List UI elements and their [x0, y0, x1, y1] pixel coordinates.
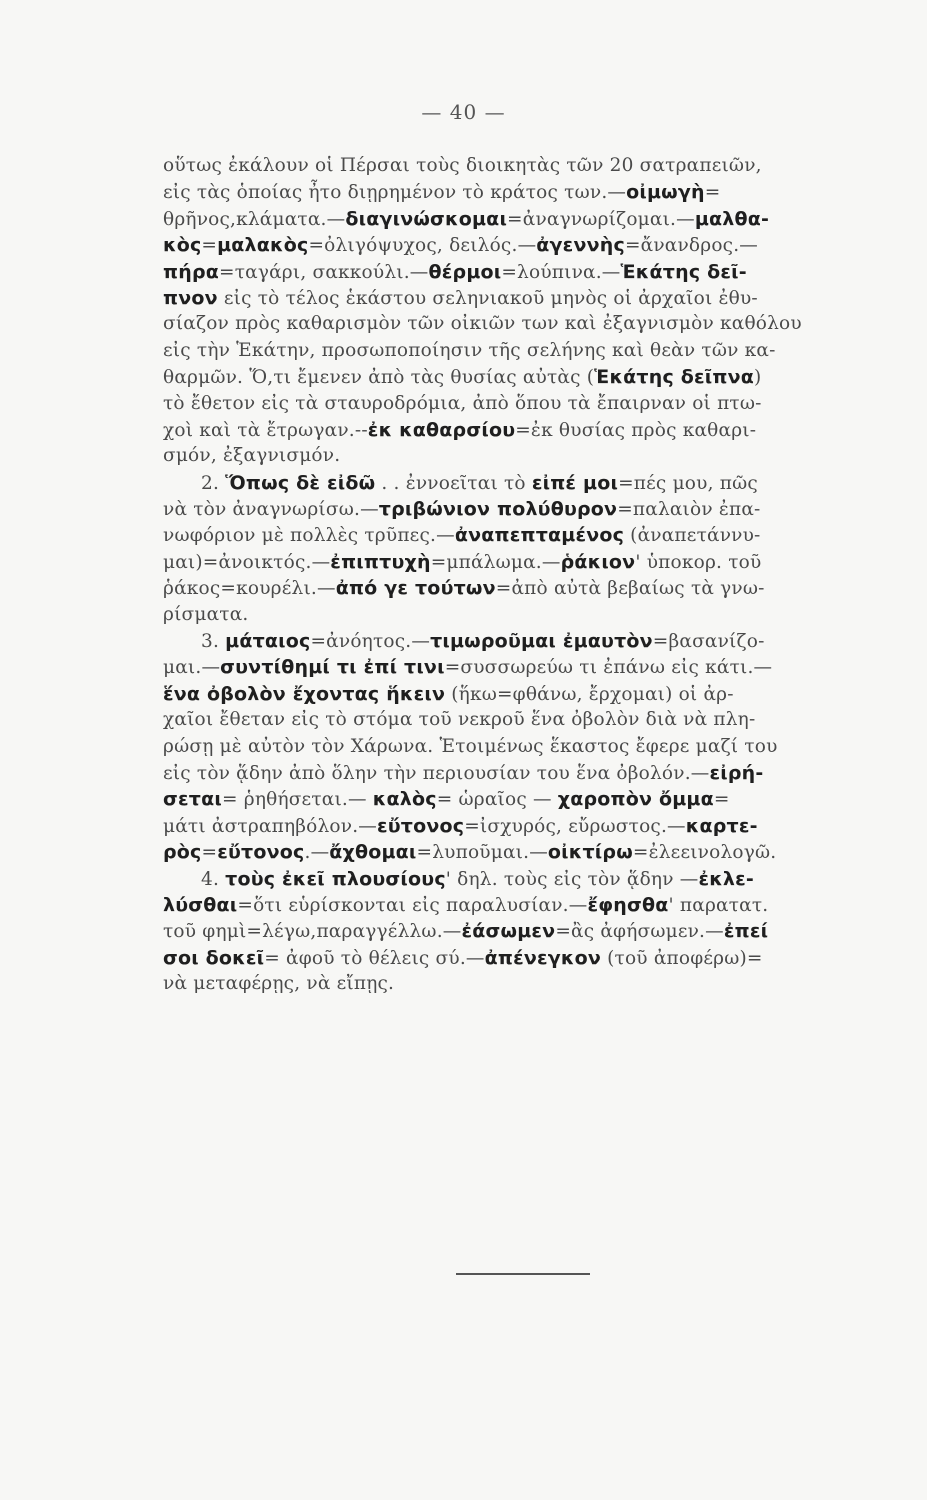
text-line: [163, 786, 881, 812]
text-line: [163, 654, 881, 680]
gloss-text: εἰς τὴν Ἑκάτην, προσωποποίησιν τῆς σελήνης καὶ θεὰν τῶν κα-: [163, 339, 776, 361]
gloss-text: νωφόριον μὲ πολλὲς τρῦπες.—: [163, 525, 455, 547]
lemma-term: ἀπό γε τούτων: [335, 577, 496, 600]
gloss-text: σμόν, ἐξαγνισμόν.: [163, 445, 341, 467]
gloss-text: ῥάκος=κουρέλι.—: [163, 578, 336, 600]
text-line: [163, 707, 881, 733]
text-line: [163, 285, 881, 311]
lemma-term: ἔφησθα: [587, 893, 669, 916]
gloss-text: =: [201, 235, 218, 257]
lemma-term: ῥάκιον: [560, 550, 636, 573]
gloss-text: =ταγάρι, σακκούλι.—: [219, 261, 429, 283]
lemma-term: τιμωροῦμαι ἐμαυτὸν: [430, 630, 653, 653]
text-line: [163, 417, 881, 443]
lemma-term: μαλθα-: [694, 207, 770, 230]
gloss-text: (ἀναπετάννυ-: [624, 525, 761, 547]
gloss-text: =ἰσχυρός, εὔρωστος.—: [464, 815, 686, 837]
gloss-text: μάτι ἀστραπηβόλον.—: [163, 815, 377, 837]
gloss-text: =λυποῦμαι.—: [416, 842, 548, 864]
gloss-text: ρώσῃ μὲ αὐτὸν τὸν Χάρωνα. Ἑτοιμένως ἕκαστος ἔφερε μαζί του: [163, 735, 778, 757]
text-line: [163, 338, 881, 364]
lemma-term: ἀπένεγκον: [484, 946, 602, 969]
gloss-text: = ὡραῖος —: [436, 789, 558, 811]
text-line: [163, 206, 881, 232]
lemma-term: πνον: [163, 286, 218, 309]
lemma-term: μαλακὸς: [217, 234, 309, 257]
gloss-text: =: [713, 789, 730, 811]
gloss-text: εἰς τὰς ὁποίας ἦτο διῃρημένον τὸ κράτος των.—: [163, 182, 627, 204]
lemma-term: ἄχθομαι: [329, 841, 417, 864]
gloss-text: μαι)=ἀνοικτός.—: [163, 551, 331, 573]
text-line: [163, 391, 881, 417]
lemma-term: σεται: [163, 788, 222, 811]
lemma-term: καλὸς: [372, 788, 437, 811]
lemma-term: λύσθαι: [163, 893, 238, 916]
gloss-text: εἰς τὸ τέλος ἑκάστου σεληνιακοῦ μηνὸς οἱ ἀρχαῖοι ἐθυ-: [217, 287, 758, 309]
lemma-term: ἀγεννὴς: [536, 234, 625, 257]
lemma-term: σοι δοκεῖ: [163, 946, 265, 969]
lemma-term: καρτε-: [685, 814, 758, 837]
gloss-text: (τοῦ ἀποφέρω)=: [601, 947, 763, 969]
lemma-term: συντίθημί τι ἐπί τινι: [220, 656, 445, 679]
gloss-text: 3.: [201, 631, 226, 653]
lemma-term: Ὅπως δὲ εἰδῶ: [225, 471, 376, 494]
text-line: [163, 628, 881, 654]
text-line: [163, 945, 881, 971]
gloss-text: =ἐλεεινολογῶ.: [632, 842, 777, 864]
gloss-text: =ἀπὸ αὐτὰ βεβαίως τὰ γνω-: [495, 578, 765, 600]
gloss-text: χοὶ καὶ τὰ ἔτρωγαν.--: [163, 419, 368, 441]
lemma-term: οἰμωγὴ: [626, 181, 705, 204]
lemma-term: ἐκλε-: [698, 867, 754, 890]
lemma-term: Ἑκάτης δεῖπνα: [594, 366, 755, 389]
gloss-text: θρῆνος,κλάματα.—: [163, 208, 346, 230]
gloss-text: =ἄνανδρος.—: [624, 235, 759, 257]
gloss-text: =ἀνόητος.—: [310, 631, 431, 653]
lemma-term: θέρμοι: [428, 260, 502, 283]
gloss-text: =παλαιὸν ἐπα-: [617, 499, 761, 521]
text-line: [163, 522, 881, 548]
lemma-term: μάταιος: [225, 630, 311, 653]
page-number: — 40 —: [421, 100, 506, 124]
text-line: [163, 549, 881, 575]
text-line: [163, 259, 881, 285]
gloss-text: νὰ μεταφέρῃς, νὰ εἴπῃς.: [163, 973, 395, 995]
gloss-text: ): [754, 367, 762, 389]
gloss-text: =ὅτι εὑρίσκονται εἰς παραλυσίαν.—: [237, 894, 588, 916]
gloss-text: =βασανίζο-: [652, 631, 765, 653]
gloss-text: = ἀφοῦ τὸ θέλεις σύ.—: [264, 947, 485, 969]
lemma-term: ἕνα ὀβολὸν ἔχοντας ἥκειν: [163, 682, 446, 705]
lemma-term: τοὺς ἐκεῖ πλουσίους: [225, 867, 446, 890]
text-line: [163, 813, 881, 839]
gloss-text: =ὀλιγόψυχος, δειλός.—: [308, 235, 537, 257]
gloss-text: =: [704, 182, 721, 204]
gloss-text: τοῦ φημὶ=λέγω,παραγγέλλω.—: [163, 921, 462, 943]
lemma-term: ἀναπεπταμένος: [454, 524, 625, 547]
lemma-term: ρὸς: [163, 841, 202, 864]
text-line: [163, 602, 881, 628]
gloss-text: τὸ ἔθετον εἰς τὰ σταυροδρόμια, ἀπὸ ὅπου τὰ ἔπαιρναν οἱ πτω-: [163, 392, 762, 414]
text-line: [163, 153, 881, 179]
gloss-text: οὕτως ἐκάλουν οἱ Πέρσαι τοὺς διοικητὰς τῶν 20 σατραπειῶν,: [163, 155, 762, 176]
gloss-text: =πές μου, πῶς: [618, 472, 758, 494]
gloss-text: =ἂς ἀφήσωμεν.—: [555, 921, 724, 943]
lemma-term: εἰρή-: [709, 761, 764, 784]
lemma-term: εὔτονος: [376, 814, 465, 837]
text-line: [163, 918, 881, 944]
gloss-text: =λούπινα.—: [501, 261, 621, 283]
text-line: [163, 179, 881, 205]
gloss-text: θαρμῶν. Ὅ,τι ἔμενεν ἀπὸ τὰς θυσίας αὐτὰς (: [163, 367, 595, 389]
lemma-term: ἐκ καθαρσίου: [367, 418, 516, 441]
gloss-text: =ἀναγνωρίζομαι.—: [507, 208, 695, 230]
gloss-text: .—: [304, 842, 330, 864]
text-line: [163, 311, 881, 337]
lemma-term: εὔτονος: [217, 841, 305, 864]
gloss-text: =: [201, 842, 218, 864]
gloss-text: ρίσματα.: [163, 603, 249, 625]
lemma-term: Ἑκάτης δεῖ-: [620, 260, 747, 283]
gloss-text: . . ἐννοεῖται τὸ: [375, 472, 532, 494]
text-line: [163, 866, 881, 892]
gloss-text: ' δηλ. τοὺς εἰς τὸν ᾅδην —: [445, 868, 699, 890]
gloss-text: νὰ τὸν ἀναγνωρίσω.—: [163, 499, 379, 521]
gloss-text: χαῖοι ἔθεταν εἰς τὸ στόμα τοῦ νεκροῦ ἕνα ὀβολὸν διὰ νὰ πλη-: [163, 709, 756, 731]
text-line: [163, 496, 881, 522]
lemma-term: ἐάσωμεν: [461, 920, 556, 943]
gloss-text: =συσσωρεύω τι ἐπάνω εἰς κάτι.—: [444, 657, 773, 679]
gloss-text: =ἐκ θυσίας πρὸς καθαρι-: [515, 419, 757, 441]
end-rule: [456, 1273, 590, 1275]
text-line: [163, 470, 881, 496]
lemma-term: ἐπεί: [723, 920, 769, 943]
gloss-text: σίαζον πρὸς καθαρισμὸν τῶν οἰκιῶν των καὶ ἐξαγνισμὸν καθόλου: [163, 313, 802, 335]
text-line: [163, 364, 881, 390]
gloss-text: (ἥκω=φθάνω, ἔρχομαι) οἱ ἀρ-: [445, 683, 734, 705]
text-line: [163, 575, 881, 601]
lemma-term: κὸς: [163, 234, 202, 257]
text-line: [163, 232, 881, 258]
commentary-text: [163, 153, 881, 998]
gloss-text: ' ὑποκορ. τοῦ: [635, 551, 762, 573]
gloss-text: εἰς τὸν ᾅδην ἀπὸ ὅλην τὴν περιουσίαν του ἕνα ὀβολόν.—: [163, 762, 710, 784]
lemma-term: διαγινώσκομαι: [345, 207, 508, 230]
gloss-text: 4.: [201, 868, 226, 890]
gloss-text: = ῥηθήσεται.—: [221, 789, 373, 811]
lemma-term: χαροπὸν ὄμμα: [557, 788, 714, 811]
gloss-text: ' παρατατ.: [668, 894, 769, 916]
gloss-text: μαι.—: [163, 657, 221, 679]
text-line: [163, 760, 881, 786]
text-line: [163, 971, 881, 997]
lemma-term: εἰπέ μοι: [531, 471, 619, 494]
text-line: [163, 443, 881, 469]
gloss-text: =μπάλωμα.—: [430, 551, 561, 573]
text-line: [163, 839, 881, 865]
text-line: [163, 734, 881, 760]
lemma-term: πήρα: [163, 260, 220, 283]
text-line: [163, 892, 881, 918]
lemma-term: ἐπιπτυχὴ: [330, 550, 431, 573]
gloss-text: 2.: [201, 472, 226, 494]
lemma-term: τριβώνιον πολύθυρον: [378, 498, 618, 521]
text-line: [163, 681, 881, 707]
lemma-term: οἰκτίρω: [547, 841, 633, 864]
